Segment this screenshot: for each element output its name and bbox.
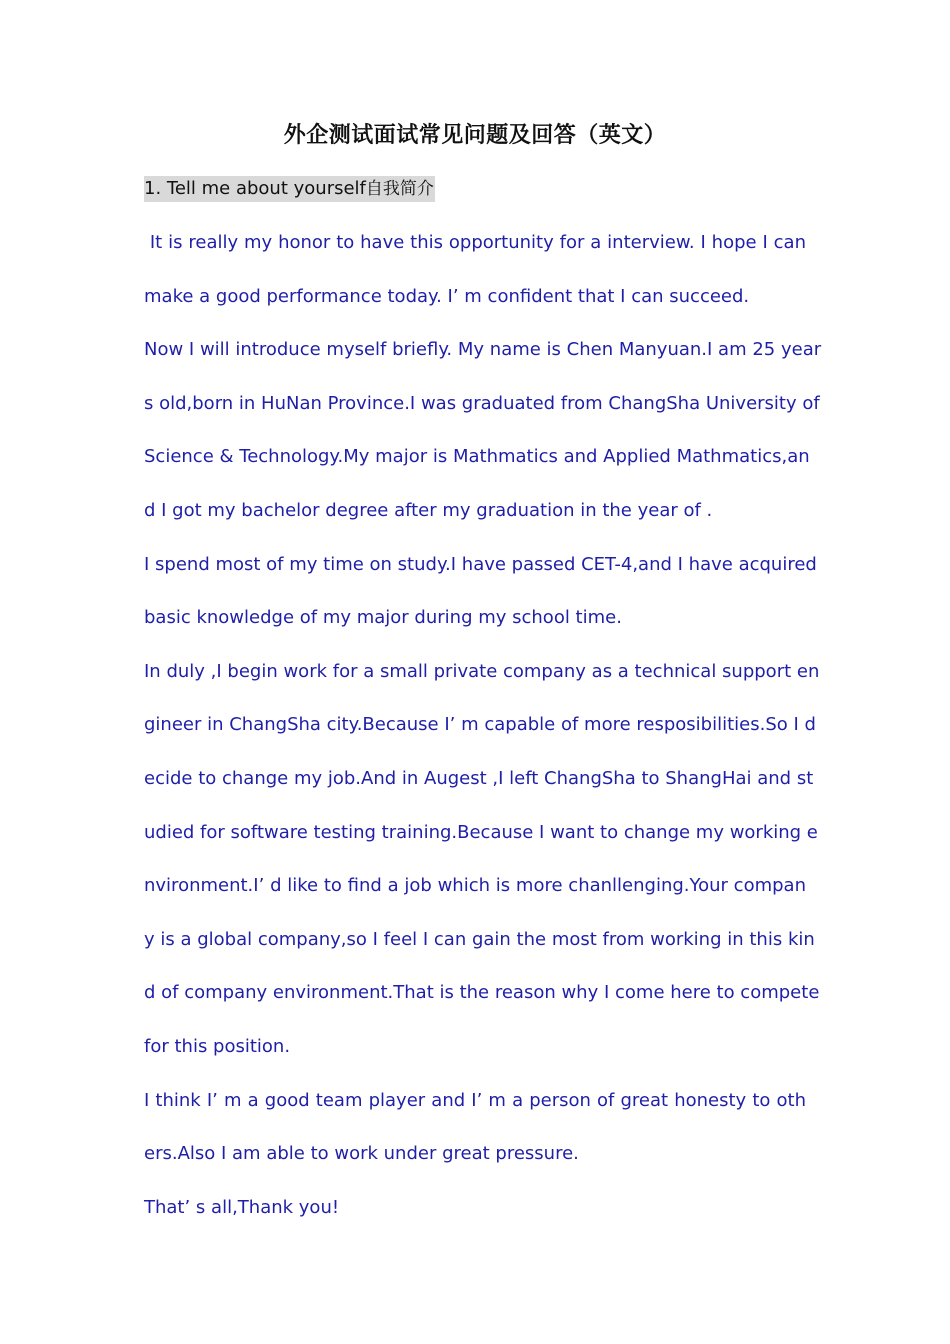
answer-line: In duly ,I begin work for a small private company as a technical support en — [144, 660, 820, 682]
answer-line: d of company environment.That is the reason why I come here to compete — [144, 982, 820, 1004]
question-heading — [144, 176, 435, 202]
question-text-cn: 自我简介 — [365, 179, 434, 199]
question-text-en: 1. Tell me about yourself — [144, 178, 366, 199]
answer-line: It is really my honor to have this opportunity for a interview. I hope I can — [144, 232, 806, 253]
answer-line: I think I’ m a good team player and I’ m a person of great honesty to oth — [144, 1089, 806, 1111]
answer-line: for this position. — [144, 1035, 291, 1057]
answer-line: s old,born in HuNan Province.I was graduated from ChangSha University of — [144, 392, 820, 414]
answer-line: udied for software testing training.Because I want to change my working e — [144, 821, 818, 843]
answer-line: ecide to change my job.And in Augest ,I left ChangSha to ShangHai and st — [144, 767, 814, 789]
answer-line: basic knowledge of my major during my school time. — [144, 607, 622, 629]
answer-line: ers.Also I am able to work under great pressure. — [144, 1143, 579, 1165]
answer-line: That’ s all,Thank you! — [144, 1196, 340, 1218]
answer-line: make a good performance today. I’ m confident that I can succeed. — [144, 285, 750, 307]
answer-line: gineer in ChangSha city.Because I’ m capable of more resposibilities.So I d — [144, 714, 816, 736]
answer-line: Now I will introduce myself briefly. My name is Chen Manyuan.I am 25 year — [144, 339, 822, 361]
answer-line: d I got my bachelor degree after my graduation in the year of . — [144, 499, 713, 521]
answer-line: y is a global company,so I feel I can gain the most from working in this kin — [144, 928, 815, 950]
answer-line: I spend most of my time on study.I have passed CET-4,and I have acquired — [144, 553, 817, 575]
answer-body — [144, 216, 822, 1234]
answer-line: Science & Technology.My major is Mathmatics and Applied Mathmatics,an — [144, 446, 810, 468]
answer-line: nvironment.I’ d like to find a job which is more chanllenging.Your compan — [144, 875, 806, 897]
document-title: 外企测试面试常见问题及回答（英文） — [283, 122, 667, 148]
